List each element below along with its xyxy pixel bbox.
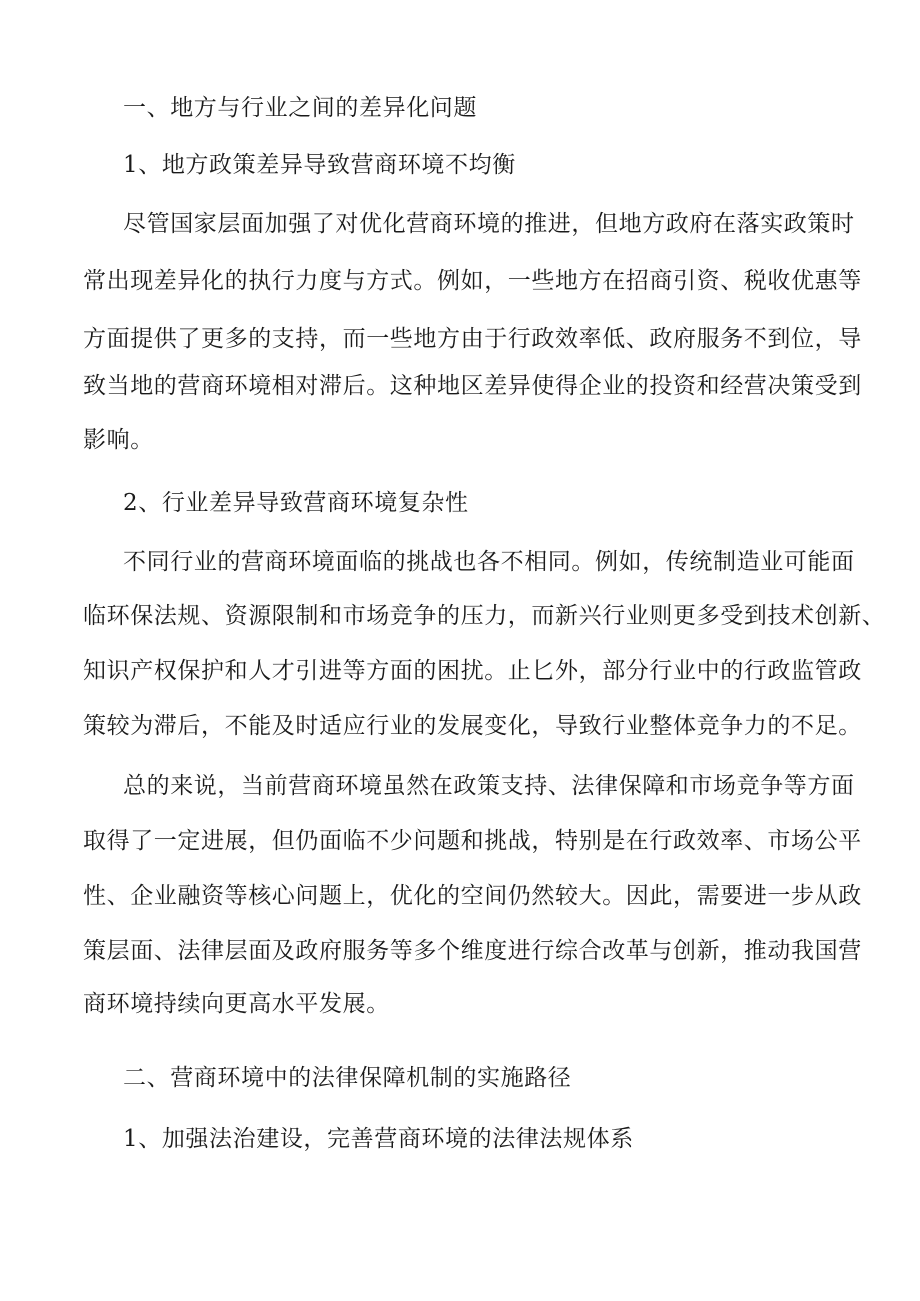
- paragraph-line: 常出现差异化的执行力度与方式。例如，一些地方在招商引资、税收优惠等: [83, 268, 862, 294]
- paragraph-line: 影响。: [83, 427, 154, 453]
- subsection-heading-1-1: 1、地方政策差异导致营商环境不均衡: [123, 152, 516, 178]
- paragraph-line: 性、企业融资等核心问题上，优化的空间仍然较大。因此，需要进一步从政: [83, 883, 862, 909]
- subsection-heading-2-1: 1、加强法治建设，完善营商环境的法律法规体系: [123, 1126, 634, 1152]
- paragraph-line: 策层面、法律层面及政府服务等多个维度进行综合改革与创新，推动我国营: [83, 938, 862, 964]
- paragraph-line: 方面提供了更多的支持，而一些地方由于行政效率低、政府服务不到位，导: [83, 326, 862, 352]
- subsection-heading-1-2: 2、行业差异导致营商环境复杂性: [123, 490, 469, 516]
- paragraph-line: 总的来说，当前营商环境虽然在政策支持、法律保障和市场竞争等方面: [123, 773, 855, 799]
- paragraph-line: 不同行业的营商环境面临的挑战也各不相同。例如，传统制造业可能面: [123, 549, 855, 575]
- section-heading-2: 二、营商环境中的法律保障机制的实施路径: [123, 1065, 572, 1091]
- paragraph-line: 商环境持续向更高水平发展。: [83, 991, 390, 1017]
- paragraph-line: 致当地的营商环境相对滞后。这种地区差异使得企业的投资和经营决策受到: [83, 373, 862, 399]
- paragraph-line: 临环保法规、资源限制和市场竞争的压力，而新兴行业则更多受到技术创新、: [83, 603, 886, 629]
- section-heading-1: 一、地方与行业之间的差异化问题: [123, 95, 477, 121]
- paragraph-line: 尽管国家层面加强了对优化营商环境的推进，但地方政府在落实政策时: [123, 211, 855, 237]
- paragraph-line: 取得了一定进展，但仍面临不少问题和挑战，特别是在行政效率、市场公平: [83, 828, 862, 854]
- paragraph-line: 知识产权保护和人才引进等方面的困扰。止匕外，部分行业中的行政监管政: [83, 658, 862, 684]
- paragraph-line: 策较为滞后，不能及时适应行业的发展变化，导致行业整体竞争力的不足。: [83, 713, 862, 739]
